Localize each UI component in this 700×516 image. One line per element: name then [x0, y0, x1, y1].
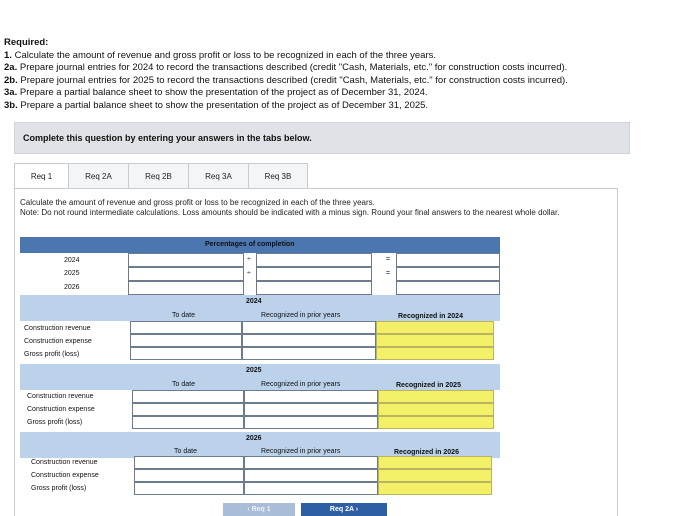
2024-revenue-recognized[interactable] — [376, 321, 494, 334]
answer-grid — [20, 237, 500, 516]
2025-gross-profit-to-date[interactable] — [132, 416, 244, 429]
row-label-expense: Construction expense — [31, 472, 99, 479]
requirement-1: 1. Calculate the amount of revenue and gross profit or loss to be recognized in each of the three years. — [4, 49, 436, 61]
2025-expense-to-date[interactable] — [132, 403, 244, 416]
section-2026-year: 2026 — [246, 435, 262, 442]
2026-expense-prior[interactable] — [244, 469, 378, 482]
requirement-2b: 2b. Prepare journal entries for 2025 to record the transactions described (credit "Cash, Materials, etc." for construction costs incurred). — [4, 74, 568, 86]
row-label-gross-profit: Gross profit (loss) — [24, 351, 80, 358]
row-label-expense: Construction expense — [24, 338, 92, 345]
instructions-banner — [14, 122, 630, 154]
instruction-note: Note: Do not round intermediate calculations. Loss amounts should be indicated with a minus sign. Round your final answers to the nearest whole dollar. — [20, 207, 560, 217]
2026-gross-profit-prior[interactable] — [244, 482, 378, 495]
pct-denominator-2026[interactable] — [256, 281, 372, 295]
banner-text: Complete this question by entering your answers in the tabs below. — [23, 133, 312, 143]
2026-gross-profit-recognized[interactable] — [378, 482, 492, 495]
section-2024-recognized: Recognized in 2024 — [398, 313, 463, 320]
2025-gross-profit-prior[interactable] — [244, 416, 378, 429]
year-label-2024: 2024 — [64, 257, 80, 264]
section-2026-to-date: To date — [174, 448, 197, 455]
requirement-2a: 2a. Prepare journal entries for 2024 to record the transactions described (credit "Cash, Materials, etc." for construction costs incurred). — [4, 62, 568, 74]
year-label-2025: 2025 — [64, 270, 80, 277]
pct-denominator-2024[interactable] — [256, 253, 372, 267]
tab-req-3b[interactable]: Req 3B — [248, 163, 308, 189]
2024-gross-profit-to-date[interactable] — [130, 347, 242, 360]
pct-numerator-2025[interactable] — [128, 267, 244, 281]
next-button[interactable] — [301, 503, 387, 516]
required-heading: Required: — [4, 37, 49, 48]
divide-sign: ÷ — [247, 270, 251, 277]
percent-header: Percentages of completion — [205, 241, 295, 248]
prev-button[interactable] — [223, 503, 295, 516]
tab-instructions — [20, 198, 600, 217]
2024-expense-prior[interactable] — [242, 334, 376, 347]
pct-denominator-2025[interactable] — [256, 267, 372, 281]
pct-numerator-2024[interactable] — [128, 253, 244, 267]
tab-req-3a[interactable]: Req 3A — [188, 163, 248, 189]
section-2025-recognized: Recognized in 2025 — [396, 382, 461, 389]
section-2024-to-date: To date — [172, 312, 195, 319]
divide-sign: ÷ — [247, 256, 251, 263]
section-2025-to-date: To date — [172, 381, 195, 388]
equals-sign: = — [386, 270, 391, 277]
2025-revenue-prior[interactable] — [244, 390, 378, 403]
requirement-3a: 3a. Prepare a partial balance sheet to show the presentation of the project as of December 31, 2024. — [4, 87, 428, 99]
2024-revenue-prior[interactable] — [242, 321, 376, 334]
year-label-2026: 2026 — [64, 284, 80, 291]
chevron-right-icon: › — [353, 506, 359, 513]
row-label-expense: Construction expense — [27, 406, 95, 413]
chevron-left-icon: ‹ — [247, 506, 252, 513]
section-2026-prior: Recognized in prior years — [261, 448, 341, 455]
requirement-3b: 3b. Prepare a partial balance sheet to show the presentation of the project as of December 31, 2025. — [4, 99, 429, 111]
2025-expense-prior[interactable] — [244, 403, 378, 416]
row-label-revenue: Construction revenue — [31, 459, 98, 466]
2026-expense-recognized[interactable] — [378, 469, 492, 482]
2026-expense-to-date[interactable] — [134, 469, 244, 482]
pct-result-2026[interactable] — [396, 281, 500, 295]
equals-sign: = — [386, 256, 391, 263]
row-label-revenue: Construction revenue — [24, 325, 91, 332]
instruction-line: Calculate the amount of revenue and gross profit or loss to be recognized in each of the three years. — [20, 198, 375, 207]
2024-expense-to-date[interactable] — [130, 334, 242, 347]
tab-req-2b[interactable]: Req 2B — [128, 163, 188, 189]
2024-gross-profit-recognized[interactable] — [376, 347, 494, 360]
section-2025-prior: Recognized in prior years — [261, 381, 341, 388]
pct-result-2024[interactable] — [396, 253, 500, 267]
2024-revenue-to-date[interactable] — [130, 321, 242, 334]
2024-expense-recognized[interactable] — [376, 334, 494, 347]
row-label-revenue: Construction revenue — [27, 393, 94, 400]
section-2024-prior: Recognized in prior years — [261, 312, 341, 319]
pct-numerator-2026[interactable] — [128, 281, 244, 295]
pct-result-2025[interactable] — [396, 267, 500, 281]
2024-gross-profit-prior[interactable] — [242, 347, 376, 360]
2026-revenue-recognized[interactable] — [378, 456, 492, 469]
section-2024-year: 2024 — [246, 298, 262, 305]
section-2026-recognized: Recognized in 2026 — [394, 449, 459, 456]
2025-revenue-recognized[interactable] — [378, 390, 494, 403]
row-label-gross-profit: Gross profit (loss) — [27, 419, 83, 426]
tab-req-2a[interactable]: Req 2A — [68, 163, 128, 189]
2026-revenue-to-date[interactable] — [134, 456, 244, 469]
2026-revenue-prior[interactable] — [244, 456, 378, 469]
2026-gross-profit-to-date[interactable] — [134, 482, 244, 495]
2025-expense-recognized[interactable] — [378, 403, 494, 416]
prev-label: Req 1 — [251, 506, 271, 513]
2025-gross-profit-recognized[interactable] — [378, 416, 494, 429]
next-label: Req 2A — [329, 506, 354, 513]
section-2025-year: 2025 — [246, 367, 262, 374]
row-label-gross-profit: Gross profit (loss) — [31, 485, 87, 492]
tab-req-1[interactable]: Req 1 — [14, 163, 68, 189]
2025-revenue-to-date[interactable] — [132, 390, 244, 403]
requirements-block — [4, 37, 568, 113]
tab-bar — [14, 163, 308, 189]
